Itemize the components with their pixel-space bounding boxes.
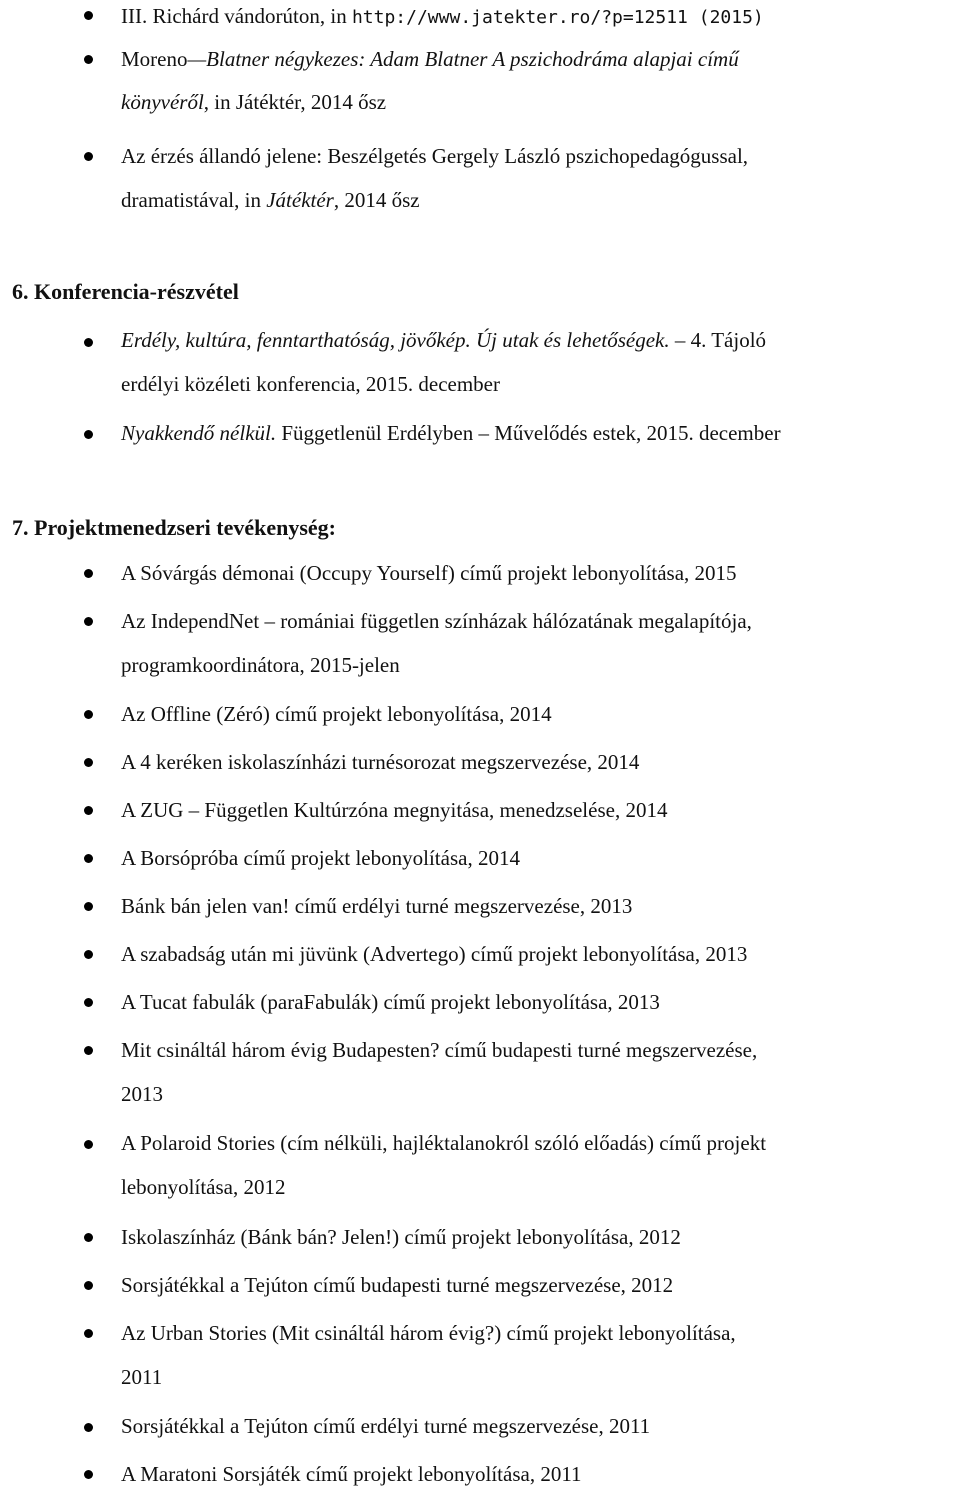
item-text: – 4. Tájoló xyxy=(669,328,767,352)
list-item: Az Offline (Zéró) című projekt lebonyolítása, 2014 xyxy=(121,702,552,726)
bullet xyxy=(84,338,93,347)
item-text: dramatistával, in xyxy=(121,188,267,212)
list-item-continuation: lebonyolítása, 2012 xyxy=(121,1175,286,1199)
bullet xyxy=(84,152,93,161)
bullet xyxy=(84,617,93,626)
list-item xyxy=(121,0,951,41)
bullet xyxy=(84,758,93,767)
item-text-italic: Nyakkendő nélkül. xyxy=(121,421,277,445)
list-item: A Maratoni Sorsjáték című projekt lebonyolítása, 2011 xyxy=(121,1462,582,1486)
list-item: A 4 keréken iskolaszínházi turnésorozat megszervezése, 2014 xyxy=(121,750,640,774)
list-item: Mit csináltál három évig Budapesten? című budapesti turné megszervezése, xyxy=(121,1038,758,1062)
bullet xyxy=(84,430,93,439)
list-item: Az IndependNet – romániai független színházak hálózatának megalapítója, xyxy=(121,609,752,633)
list-item: A Polaroid Stories (cím nélküli, hajléktalanokról szóló előadás) című projekt xyxy=(121,1131,767,1155)
list-item xyxy=(121,410,951,456)
bullet xyxy=(84,11,93,20)
item-url[interactable]: http://www.jatekter.ro/?p=12511 (2015) xyxy=(351,7,764,28)
list-item: Sorsjátékkal a Tejúton című erdélyi turné megszervezése, 2011 xyxy=(121,1414,651,1438)
bullet xyxy=(84,569,93,578)
bullet xyxy=(84,1470,93,1479)
item-text: Az érzés állandó jelene: Beszélgetés Gergely László pszichopedagógussal, xyxy=(121,144,749,168)
item-text-italic: Erdély, kultúra, fenntarthatóság, jövőkép. Új utak és lehetőségek. xyxy=(121,328,670,352)
list-item xyxy=(121,36,951,82)
item-text: , in Játéktér, 2014 ősz xyxy=(203,90,387,114)
list-item xyxy=(121,317,951,363)
bullet xyxy=(84,55,93,64)
bullet xyxy=(84,1423,93,1432)
list-item: A ZUG – Független Kultúrzóna megnyitása, menedzselése, 2014 xyxy=(121,798,668,822)
list-item: Az Urban Stories (Mit csináltál három évig?) című projekt lebonyolítása, xyxy=(121,1321,736,1345)
section-heading: 7. Projektmenedzseri tevékenység: xyxy=(12,515,336,540)
list-item: A Tucat fabulák (paraFabulák) című projekt lebonyolítása, 2013 xyxy=(121,990,660,1014)
item-text: Függetlenül Erdélyben – Művelődés estek, 2015. december xyxy=(276,421,781,445)
list-item: A szabadság után mi jüvünk (Advertego) című projekt lebonyolítása, 2013 xyxy=(121,942,748,966)
bullet xyxy=(84,1281,93,1290)
bullet xyxy=(84,854,93,863)
list-item-continuation xyxy=(121,79,951,125)
bullet xyxy=(84,1233,93,1242)
bullet xyxy=(84,1329,93,1338)
item-text-italic: könyvéről xyxy=(121,90,204,114)
list-item-continuation: 2013 xyxy=(121,1082,163,1106)
item-text-italic: Játéktér xyxy=(266,188,334,212)
list-item: Bánk bán jelen van! című erdélyi turné megszervezése, 2013 xyxy=(121,894,633,918)
list-item-continuation xyxy=(121,361,951,407)
list-item: Sorsjátékkal a Tejúton című budapesti turné megszervezése, 2012 xyxy=(121,1273,674,1297)
list-item xyxy=(121,133,951,179)
section-heading: 6. Konferencia-részvétel xyxy=(12,279,239,304)
list-item: A Borsópróba című projekt lebonyolítása, 2014 xyxy=(121,846,520,870)
bullet xyxy=(84,902,93,911)
item-text: in xyxy=(330,4,352,28)
item-text-italic: —Blatner négykezes: Adam Blatner A pszichodráma alapjai című xyxy=(187,47,739,71)
list-item: Iskolaszínház (Bánk bán? Jelen!) című projekt lebonyolítása, 2012 xyxy=(121,1225,681,1249)
item-text: erdélyi közéleti konferencia, 2015. december xyxy=(121,372,500,396)
item-text: Moreno xyxy=(121,47,188,71)
list-item: A Sóvárgás démonai (Occupy Yourself) című projekt lebonyolítása, 2015 xyxy=(121,561,737,585)
bullet xyxy=(84,1046,93,1055)
list-item-continuation: 2011 xyxy=(121,1365,163,1389)
list-item-continuation: programkoordinátora, 2015-jelen xyxy=(121,653,400,677)
bullet xyxy=(84,998,93,1007)
bullet xyxy=(84,1140,93,1149)
list-item-continuation xyxy=(121,177,951,223)
bullet xyxy=(84,710,93,719)
item-text: III. Richárd vándorúton, xyxy=(121,4,331,28)
bullet xyxy=(84,806,93,815)
bullet xyxy=(84,950,93,959)
item-text: , 2014 ősz xyxy=(333,188,420,212)
